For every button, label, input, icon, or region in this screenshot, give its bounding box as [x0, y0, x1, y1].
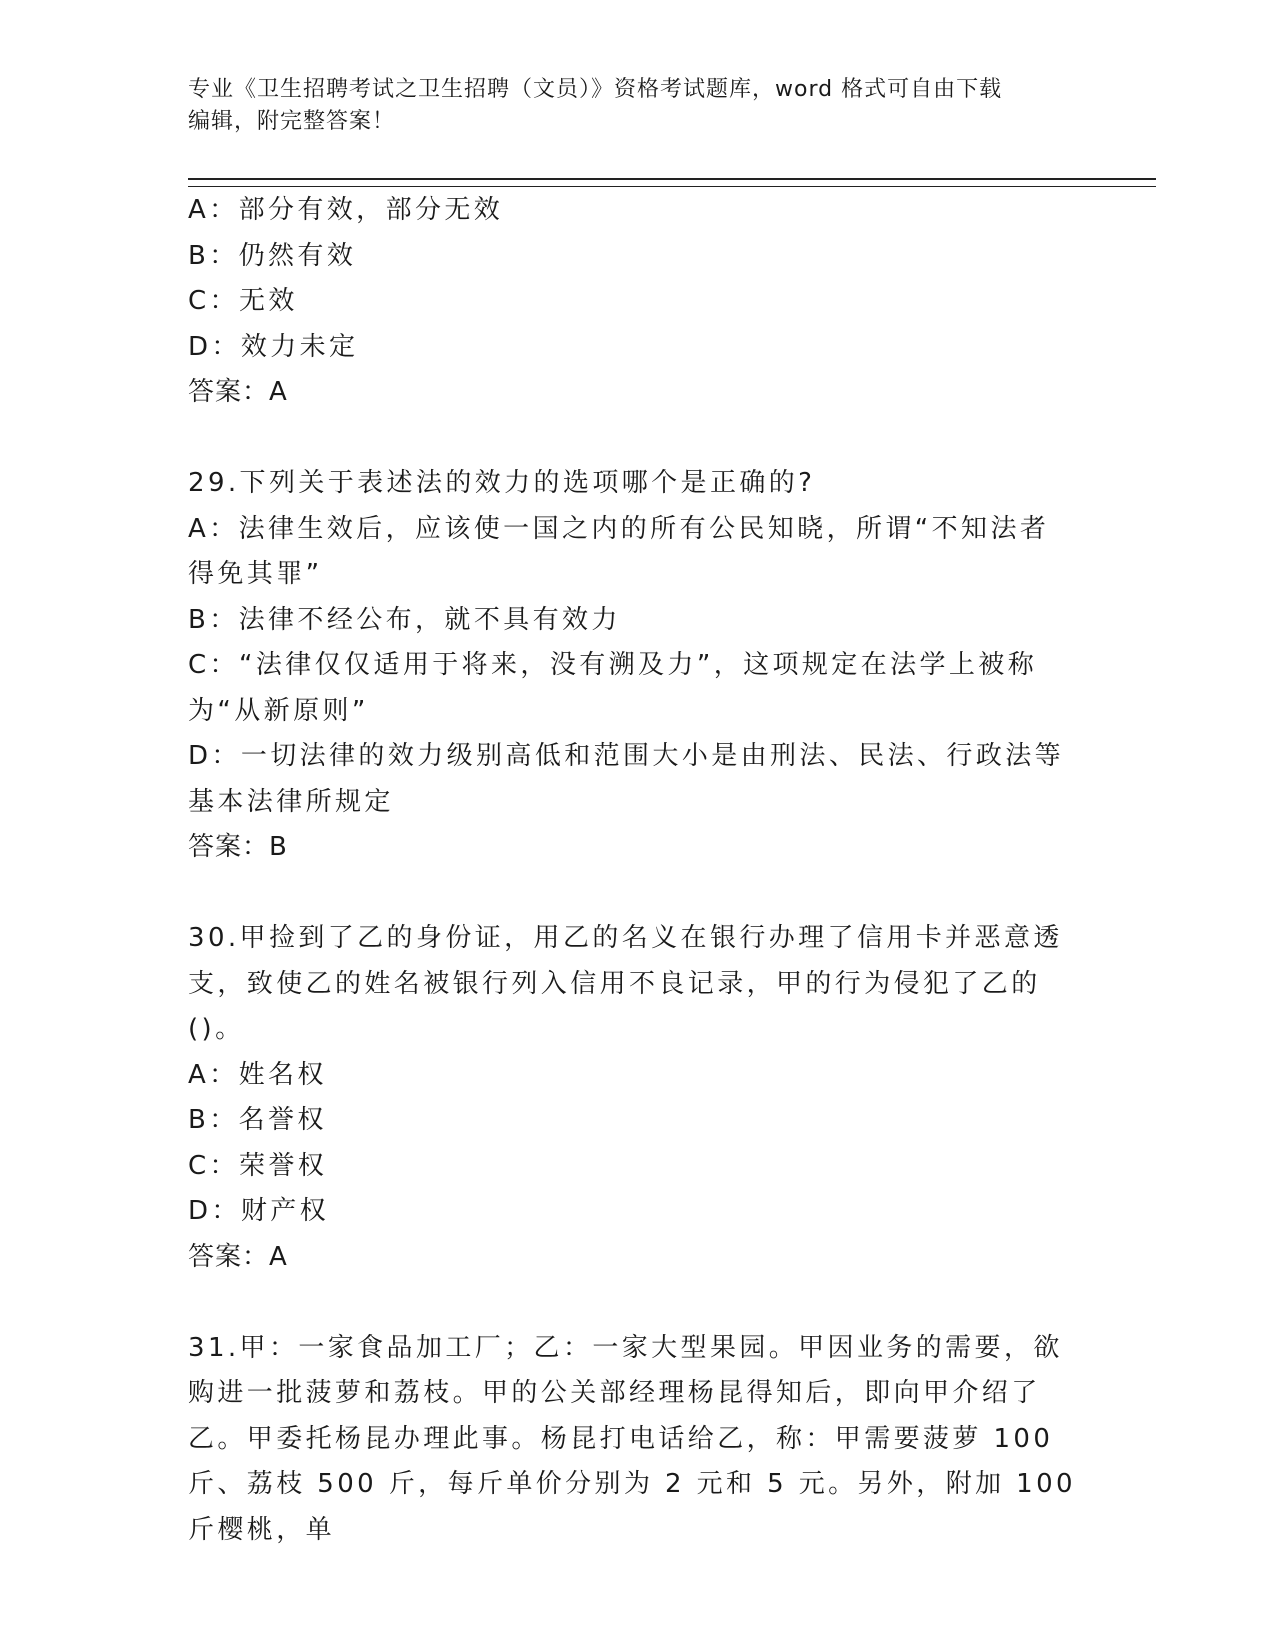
- option-c: C：无效: [188, 286, 298, 316]
- header-divider: [188, 178, 1156, 187]
- option-b: B：法律不经公布，就不具有效力: [188, 604, 621, 635]
- question-stem: 29.下列关于表述法的效力的选项哪个是正确的?: [188, 468, 816, 498]
- option-a: A：法律生效后，应该使一国之内的所有公民知晓，所谓“不知法者得免其罪”: [188, 513, 1050, 589]
- option-d: D：效力未定: [188, 331, 359, 362]
- question-31: [188, 1326, 1078, 1554]
- question-28-tail: [188, 188, 1078, 416]
- header-line-1: 专业《卫生招聘考试之卫生招聘（文员）》资格考试题库，word 格式可自由下载: [188, 77, 1003, 102]
- question-list: [188, 188, 1078, 1553]
- option-c: C：荣誉权: [188, 1150, 328, 1181]
- question-29: [188, 461, 1078, 871]
- option-c: C：“法律仅仅适用于将来，没有溯及力”，这项规定在法学上被称为“从新原则”: [188, 650, 1038, 726]
- option-a: A：姓名权: [188, 1059, 327, 1090]
- answer: 答案：A: [188, 377, 288, 407]
- option-b: B：仍然有效: [188, 240, 357, 271]
- answer: 答案：A: [188, 1241, 288, 1272]
- option-d: D：财产权: [188, 1196, 330, 1226]
- question-stem: 31.甲：一家食品加工厂；乙：一家大型果园。甲因业务的需要，欲购进一批菠萝和荔枝。甲的公关部经理杨昆得知后，即向甲介绍了乙。甲委托杨昆办理此事。杨昆打电话给乙，称：甲需要菠萝 100 斤、荔枝 500 斤，每斤单价分别为 2 元和 5 元。另外，附加 100 斤樱桃，单: [188, 1332, 1076, 1545]
- question-stem: 30.甲捡到了乙的身份证，用乙的名义在银行办理了信用卡并恶意透支，致使乙的姓名被银行列入信用不良记录，甲的行为侵犯了乙的()。: [188, 923, 1063, 1044]
- document-header: [188, 74, 1068, 138]
- option-d: D：一切法律的效力级别高低和范围大小是由刑法、民法、行政法等基本法律所规定: [188, 741, 1065, 817]
- option-a: A：部分有效，部分无效: [188, 195, 504, 225]
- answer: 答案：B: [188, 832, 288, 862]
- header-line-2: 编辑，附完整答案！: [188, 109, 396, 134]
- question-30: [188, 916, 1078, 1280]
- option-b: B：名誉权: [188, 1105, 327, 1135]
